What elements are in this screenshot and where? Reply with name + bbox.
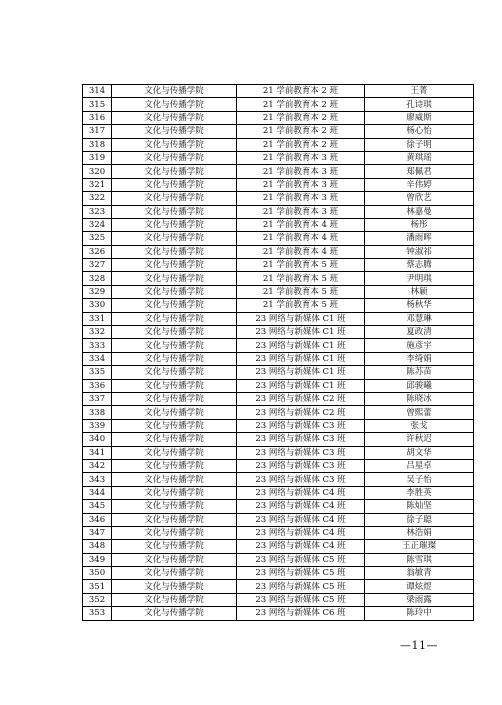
student-name-cell: 林浩娟 bbox=[365, 526, 474, 539]
class-cell: 23 网络与新媒体 C1 班 bbox=[237, 366, 365, 379]
class-cell: 23 网络与新媒体 C4 班 bbox=[237, 500, 365, 513]
college-cell: 文化与传播学院 bbox=[112, 486, 237, 499]
row-number-cell: 339 bbox=[83, 419, 112, 432]
class-cell: 23 网络与新媒体 C4 班 bbox=[237, 486, 365, 499]
row-number-cell: 335 bbox=[83, 366, 112, 379]
row-number-cell: 318 bbox=[83, 138, 112, 151]
row-number-cell: 341 bbox=[83, 446, 112, 459]
class-cell: 21 学前教育本 5 班 bbox=[237, 272, 365, 285]
table-row bbox=[83, 272, 474, 285]
student-name-cell: 施彦宇 bbox=[365, 339, 474, 352]
class-cell: 21 学前教育本 4 班 bbox=[237, 245, 365, 258]
college-cell: 文化与传播学院 bbox=[112, 245, 237, 258]
class-cell: 21 学前教育本 3 班 bbox=[237, 165, 365, 178]
college-cell: 文化与传播学院 bbox=[112, 192, 237, 205]
table-row bbox=[83, 285, 474, 298]
student-name-cell: 曾熙蕾 bbox=[365, 406, 474, 419]
college-cell: 文化与传播学院 bbox=[112, 125, 237, 138]
student-name-cell: 蔡志腾 bbox=[365, 259, 474, 272]
student-name-cell: 林嘉曼 bbox=[365, 205, 474, 218]
row-number-cell: 317 bbox=[83, 125, 112, 138]
college-cell: 文化与传播学院 bbox=[112, 352, 237, 365]
student-name-cell: 林颖 bbox=[365, 285, 474, 298]
college-cell: 文化与传播学院 bbox=[112, 165, 237, 178]
row-number-cell: 345 bbox=[83, 500, 112, 513]
table-row bbox=[83, 392, 474, 405]
student-name-cell: 王正璀璨 bbox=[365, 540, 474, 553]
class-cell: 23 网络与新媒体 C6 班 bbox=[237, 607, 365, 620]
student-name-cell: 徐子明 bbox=[365, 138, 474, 151]
table-row bbox=[83, 433, 474, 446]
college-cell: 文化与传播学院 bbox=[112, 433, 237, 446]
student-name-cell: 王菁 bbox=[365, 85, 474, 98]
row-number-cell: 349 bbox=[83, 553, 112, 566]
student-name-cell: 陈雪琪 bbox=[365, 553, 474, 566]
class-cell: 21 学前教育本 4 班 bbox=[237, 232, 365, 245]
row-number-cell: 346 bbox=[83, 513, 112, 526]
student-name-cell: 辛伟婷 bbox=[365, 178, 474, 191]
college-cell: 文化与传播学院 bbox=[112, 379, 237, 392]
row-number-cell: 347 bbox=[83, 526, 112, 539]
college-cell: 文化与传播学院 bbox=[112, 406, 237, 419]
row-number-cell: 323 bbox=[83, 205, 112, 218]
college-cell: 文化与传播学院 bbox=[112, 151, 237, 164]
row-number-cell: 340 bbox=[83, 433, 112, 446]
college-cell: 文化与传播学院 bbox=[112, 299, 237, 312]
student-name-cell: 李绮娟 bbox=[365, 352, 474, 365]
table-row bbox=[83, 85, 474, 98]
row-number-cell: 315 bbox=[83, 98, 112, 111]
table-row bbox=[83, 312, 474, 325]
table-row bbox=[83, 379, 474, 392]
table-row bbox=[83, 339, 474, 352]
table-row bbox=[83, 567, 474, 580]
student-name-cell: 吕星卓 bbox=[365, 459, 474, 472]
row-number-cell: 344 bbox=[83, 486, 112, 499]
college-cell: 文化与传播学院 bbox=[112, 111, 237, 124]
class-cell: 23 网络与新媒体 C5 班 bbox=[237, 567, 365, 580]
table-row bbox=[83, 218, 474, 231]
student-name-cell: 梁雨露 bbox=[365, 593, 474, 606]
row-number-cell: 324 bbox=[83, 218, 112, 231]
row-number-cell: 325 bbox=[83, 232, 112, 245]
table-row bbox=[83, 446, 474, 459]
college-cell: 文化与传播学院 bbox=[112, 85, 237, 98]
college-cell: 文化与传播学院 bbox=[112, 540, 237, 553]
class-cell: 21 学前教育本 2 班 bbox=[237, 85, 365, 98]
college-cell: 文化与传播学院 bbox=[112, 259, 237, 272]
college-cell: 文化与传播学院 bbox=[112, 205, 237, 218]
college-cell: 文化与传播学院 bbox=[112, 232, 237, 245]
student-roster-table bbox=[82, 84, 474, 621]
college-cell: 文化与传播学院 bbox=[112, 339, 237, 352]
row-number-cell: 334 bbox=[83, 352, 112, 365]
table-row bbox=[83, 205, 474, 218]
college-cell: 文化与传播学院 bbox=[112, 446, 237, 459]
row-number-cell: 333 bbox=[83, 339, 112, 352]
table-row bbox=[83, 111, 474, 124]
table-row bbox=[83, 486, 474, 499]
table-row bbox=[83, 593, 474, 606]
class-cell: 23 网络与新媒体 C3 班 bbox=[237, 446, 365, 459]
table-row bbox=[83, 553, 474, 566]
class-cell: 21 学前教育本 5 班 bbox=[237, 259, 365, 272]
row-number-cell: 331 bbox=[83, 312, 112, 325]
student-name-cell: 夏政清 bbox=[365, 326, 474, 339]
class-cell: 21 学前教育本 3 班 bbox=[237, 178, 365, 191]
class-cell: 23 网络与新媒体 C5 班 bbox=[237, 553, 365, 566]
college-cell: 文化与传播学院 bbox=[112, 459, 237, 472]
student-name-cell: 杨彤 bbox=[365, 218, 474, 231]
student-name-cell: 陈灿坚 bbox=[365, 500, 474, 513]
table-row bbox=[83, 526, 474, 539]
table-row bbox=[83, 232, 474, 245]
student-name-cell: 黄琪瑶 bbox=[365, 151, 474, 164]
class-cell: 21 学前教育本 2 班 bbox=[237, 98, 365, 111]
student-name-cell: 许秋迟 bbox=[365, 433, 474, 446]
class-cell: 23 网络与新媒体 C1 班 bbox=[237, 339, 365, 352]
row-number-cell: 314 bbox=[83, 85, 112, 98]
student-name-cell: 邓慧琳 bbox=[365, 312, 474, 325]
roster-body bbox=[83, 85, 474, 621]
page-number: —11— bbox=[400, 639, 438, 652]
row-number-cell: 332 bbox=[83, 326, 112, 339]
table-row bbox=[83, 540, 474, 553]
college-cell: 文化与传播学院 bbox=[112, 178, 237, 191]
row-number-cell: 342 bbox=[83, 459, 112, 472]
college-cell: 文化与传播学院 bbox=[112, 526, 237, 539]
table-row bbox=[83, 500, 474, 513]
class-cell: 21 学前教育本 4 班 bbox=[237, 218, 365, 231]
table-row bbox=[83, 406, 474, 419]
college-cell: 文化与传播学院 bbox=[112, 580, 237, 593]
class-cell: 21 学前教育本 5 班 bbox=[237, 285, 365, 298]
college-cell: 文化与传播学院 bbox=[112, 392, 237, 405]
college-cell: 文化与传播学院 bbox=[112, 567, 237, 580]
class-cell: 23 网络与新媒体 C4 班 bbox=[237, 513, 365, 526]
table-row bbox=[83, 125, 474, 138]
student-name-cell: 孔诗琪 bbox=[365, 98, 474, 111]
table-row bbox=[83, 299, 474, 312]
class-cell: 23 网络与新媒体 C1 班 bbox=[237, 352, 365, 365]
row-number-cell: 321 bbox=[83, 178, 112, 191]
class-cell: 21 学前教育本 2 班 bbox=[237, 125, 365, 138]
row-number-cell: 319 bbox=[83, 151, 112, 164]
row-number-cell: 350 bbox=[83, 567, 112, 580]
table-row bbox=[83, 580, 474, 593]
table-row bbox=[83, 165, 474, 178]
college-cell: 文化与传播学院 bbox=[112, 607, 237, 620]
student-name-cell: 尹明琪 bbox=[365, 272, 474, 285]
row-number-cell: 352 bbox=[83, 593, 112, 606]
table-row bbox=[83, 459, 474, 472]
student-name-cell: 郑佩君 bbox=[365, 165, 474, 178]
table-row bbox=[83, 473, 474, 486]
class-cell: 23 网络与新媒体 C5 班 bbox=[237, 580, 365, 593]
class-cell: 23 网络与新媒体 C3 班 bbox=[237, 433, 365, 446]
table-row bbox=[83, 259, 474, 272]
table-row bbox=[83, 352, 474, 365]
row-number-cell: 351 bbox=[83, 580, 112, 593]
row-number-cell: 343 bbox=[83, 473, 112, 486]
table-row bbox=[83, 192, 474, 205]
college-cell: 文化与传播学院 bbox=[112, 366, 237, 379]
table-row bbox=[83, 419, 474, 432]
class-cell: 21 学前教育本 3 班 bbox=[237, 151, 365, 164]
row-number-cell: 336 bbox=[83, 379, 112, 392]
row-number-cell: 348 bbox=[83, 540, 112, 553]
table-row bbox=[83, 151, 474, 164]
college-cell: 文化与传播学院 bbox=[112, 138, 237, 151]
college-cell: 文化与传播学院 bbox=[112, 326, 237, 339]
student-name-cell: 吴子怡 bbox=[365, 473, 474, 486]
table-row bbox=[83, 138, 474, 151]
student-name-cell: 陈苏苗 bbox=[365, 366, 474, 379]
college-cell: 文化与传播学院 bbox=[112, 500, 237, 513]
college-cell: 文化与传播学院 bbox=[112, 312, 237, 325]
student-name-cell: 廖威斯 bbox=[365, 111, 474, 124]
row-number-cell: 338 bbox=[83, 406, 112, 419]
college-cell: 文化与传播学院 bbox=[112, 98, 237, 111]
table-row bbox=[83, 326, 474, 339]
college-cell: 文化与传播学院 bbox=[112, 218, 237, 231]
college-cell: 文化与传播学院 bbox=[112, 553, 237, 566]
row-number-cell: 328 bbox=[83, 272, 112, 285]
college-cell: 文化与传播学院 bbox=[112, 272, 237, 285]
class-cell: 21 学前教育本 3 班 bbox=[237, 205, 365, 218]
class-cell: 23 网络与新媒体 C2 班 bbox=[237, 406, 365, 419]
class-cell: 23 网络与新媒体 C4 班 bbox=[237, 540, 365, 553]
student-name-cell: 张戈 bbox=[365, 419, 474, 432]
class-cell: 21 学前教育本 5 班 bbox=[237, 299, 365, 312]
row-number-cell: 327 bbox=[83, 259, 112, 272]
student-name-cell: 潘雨晖 bbox=[365, 232, 474, 245]
table-row bbox=[83, 178, 474, 191]
class-cell: 21 学前教育本 2 班 bbox=[237, 138, 365, 151]
college-cell: 文化与传播学院 bbox=[112, 513, 237, 526]
college-cell: 文化与传播学院 bbox=[112, 593, 237, 606]
class-cell: 23 网络与新媒体 C1 班 bbox=[237, 326, 365, 339]
student-name-cell: 翁敏青 bbox=[365, 567, 474, 580]
class-cell: 23 网络与新媒体 C3 班 bbox=[237, 459, 365, 472]
class-cell: 23 网络与新媒体 C3 班 bbox=[237, 473, 365, 486]
student-name-cell: 杨秋华 bbox=[365, 299, 474, 312]
table-row bbox=[83, 245, 474, 258]
class-cell: 23 网络与新媒体 C5 班 bbox=[237, 593, 365, 606]
student-name-cell: 胡文华 bbox=[365, 446, 474, 459]
class-cell: 23 网络与新媒体 C4 班 bbox=[237, 526, 365, 539]
class-cell: 21 学前教育本 3 班 bbox=[237, 192, 365, 205]
class-cell: 23 网络与新媒体 C1 班 bbox=[237, 312, 365, 325]
table-row bbox=[83, 98, 474, 111]
row-number-cell: 322 bbox=[83, 192, 112, 205]
row-number-cell: 329 bbox=[83, 285, 112, 298]
student-name-cell: 徐子聪 bbox=[365, 513, 474, 526]
table-row bbox=[83, 607, 474, 620]
table-row bbox=[83, 513, 474, 526]
class-cell: 23 网络与新媒体 C2 班 bbox=[237, 392, 365, 405]
class-cell: 21 学前教育本 2 班 bbox=[237, 111, 365, 124]
class-cell: 23 网络与新媒体 C3 班 bbox=[237, 419, 365, 432]
row-number-cell: 316 bbox=[83, 111, 112, 124]
student-name-cell: 钟淑祁 bbox=[365, 245, 474, 258]
student-name-cell: 邱骏曦 bbox=[365, 379, 474, 392]
row-number-cell: 326 bbox=[83, 245, 112, 258]
row-number-cell: 337 bbox=[83, 392, 112, 405]
row-number-cell: 320 bbox=[83, 165, 112, 178]
row-number-cell: 330 bbox=[83, 299, 112, 312]
student-name-cell: 曾欣艺 bbox=[365, 192, 474, 205]
student-name-cell: 李胜英 bbox=[365, 486, 474, 499]
row-number-cell: 353 bbox=[83, 607, 112, 620]
table-row bbox=[83, 366, 474, 379]
student-name-cell: 陈晓冰 bbox=[365, 392, 474, 405]
college-cell: 文化与传播学院 bbox=[112, 473, 237, 486]
class-cell: 23 网络与新媒体 C1 班 bbox=[237, 379, 365, 392]
college-cell: 文化与传播学院 bbox=[112, 285, 237, 298]
student-name-cell: 杨心怡 bbox=[365, 125, 474, 138]
student-name-cell: 陈玲中 bbox=[365, 607, 474, 620]
student-name-cell: 谭炫煜 bbox=[365, 580, 474, 593]
college-cell: 文化与传播学院 bbox=[112, 419, 237, 432]
